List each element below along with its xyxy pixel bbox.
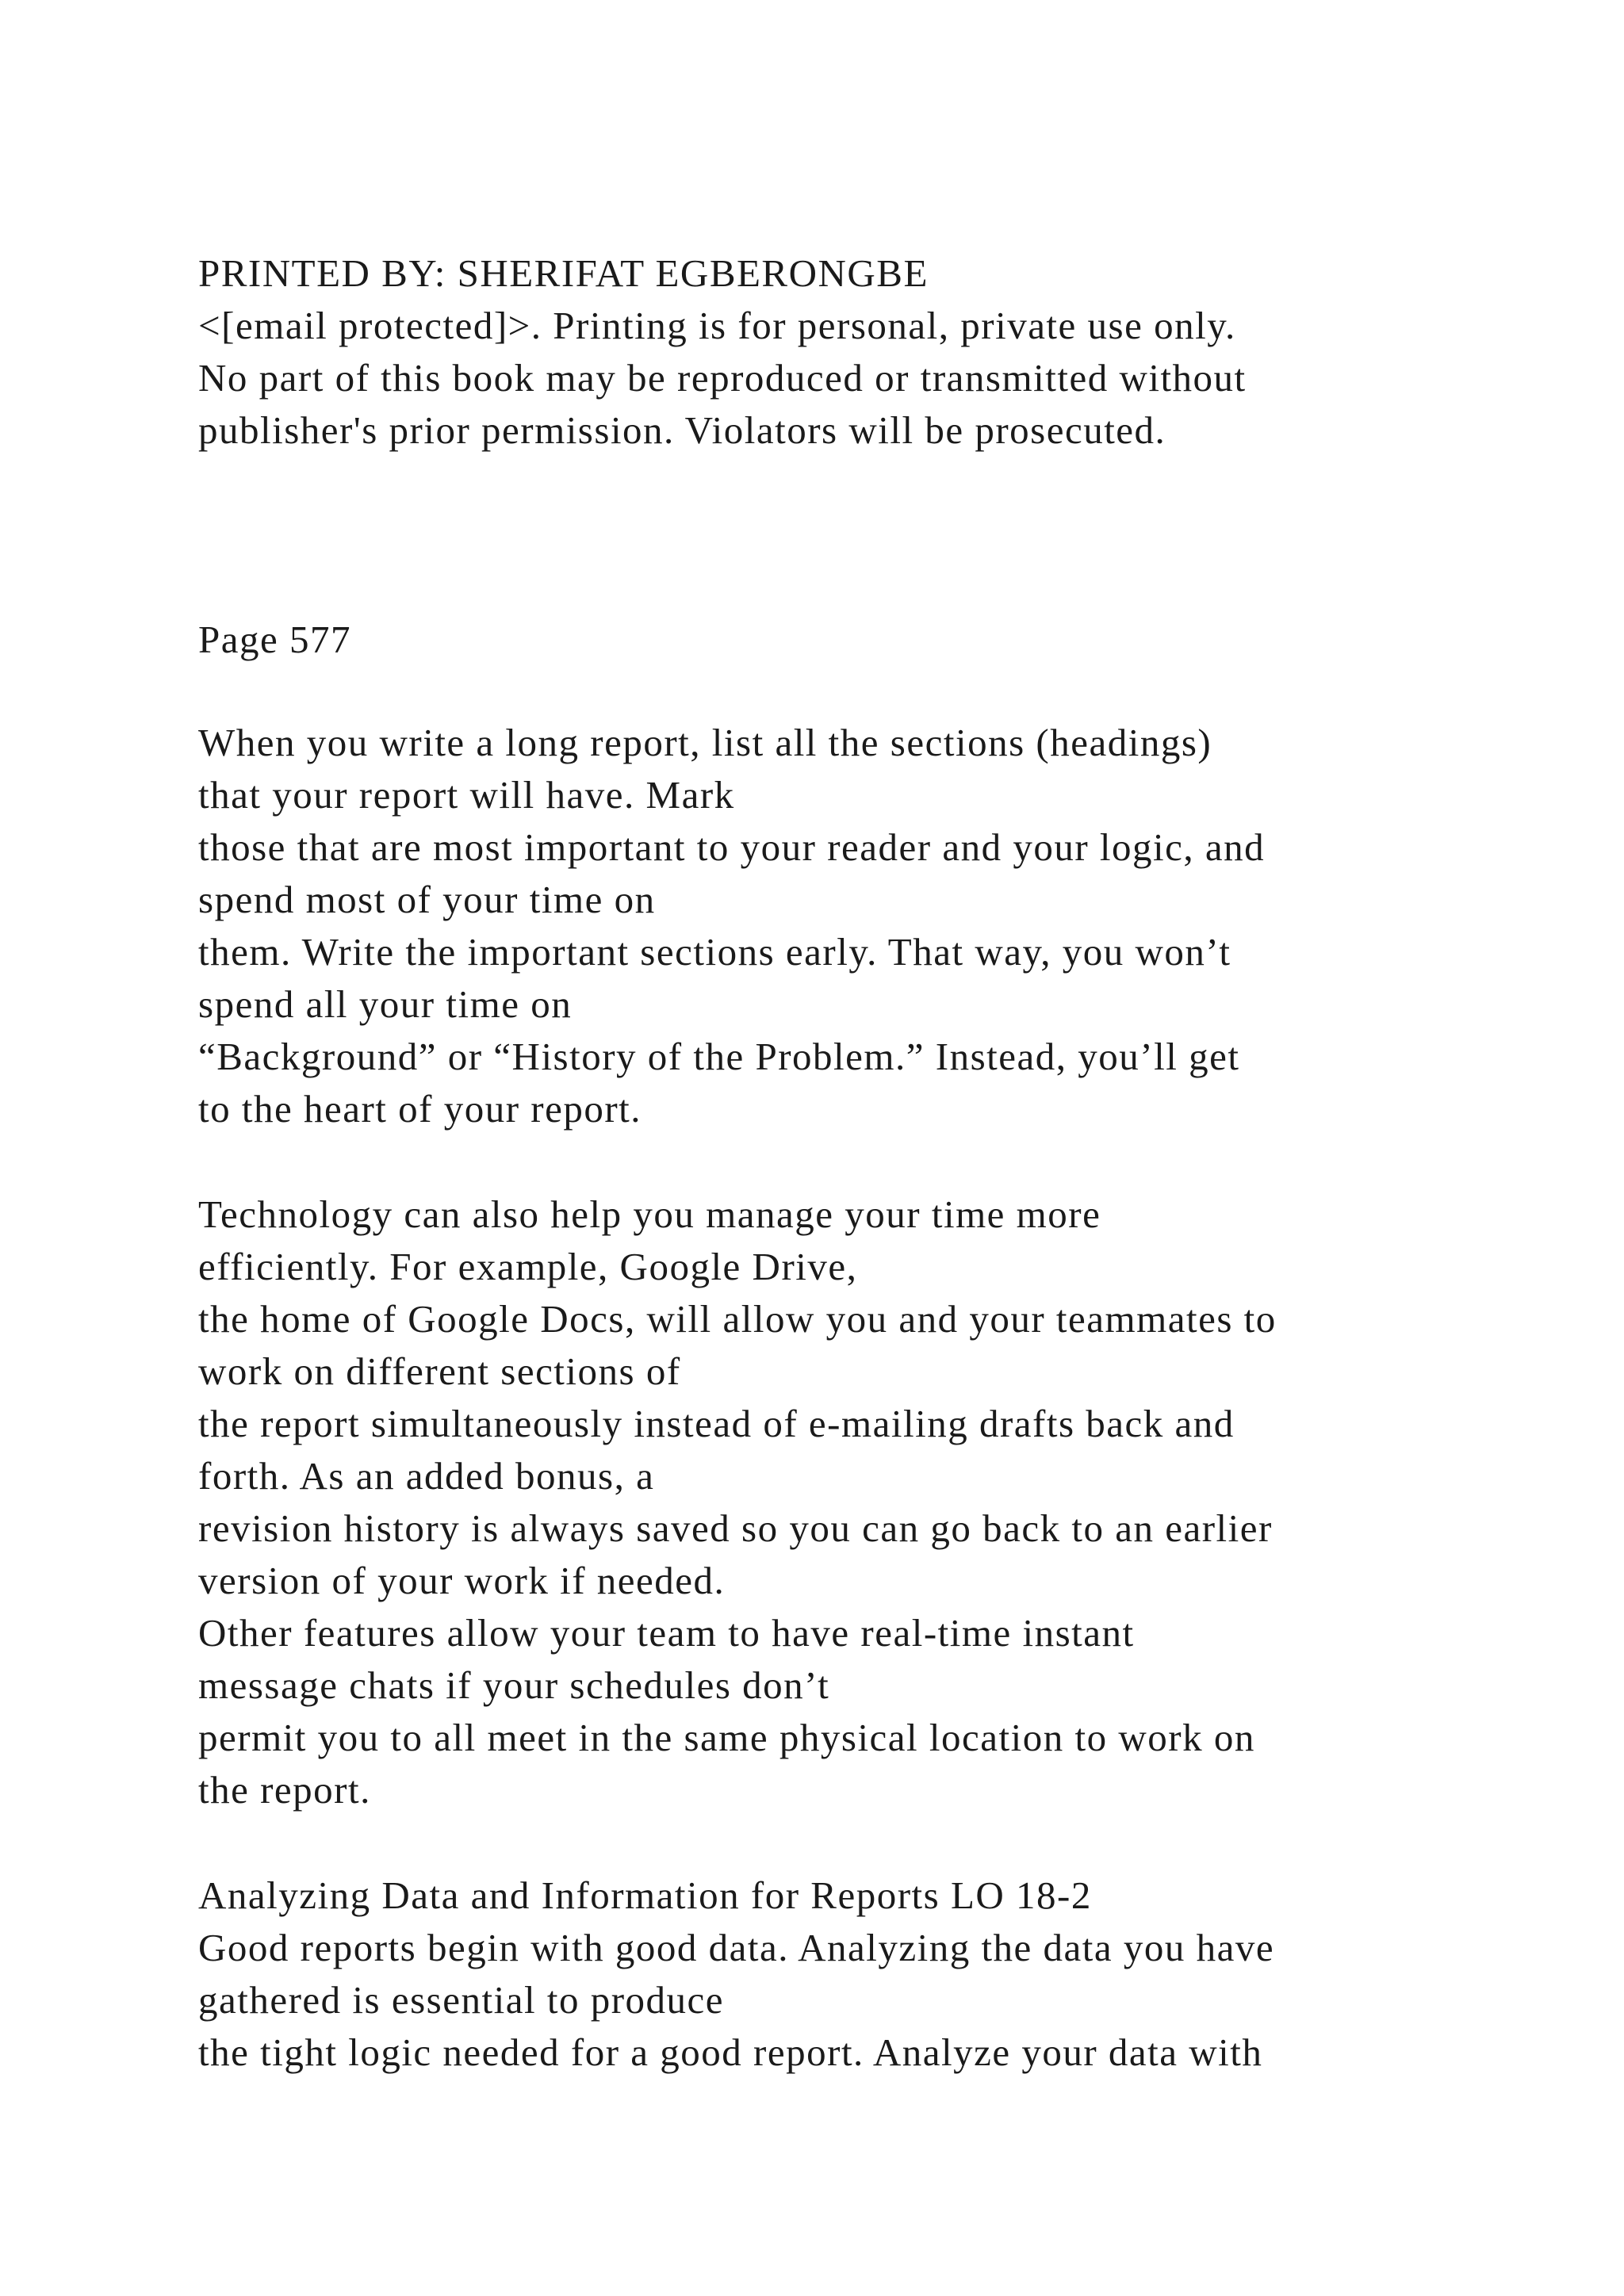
paragraph-line: “Background” or “History of the Problem.” Instead, you’ll get <box>198 1035 1240 1078</box>
paragraph-line: efficiently. For example, Google Drive, <box>198 1245 858 1288</box>
paragraph-line: work on different sections of <box>198 1349 681 1393</box>
paragraph-line: those that are most important to your reader and your logic, and <box>198 825 1266 869</box>
section-analyzing-data <box>198 1869 1546 2079</box>
paragraph-line: revision history is always saved so you can go back to an earlier <box>198 1506 1273 1550</box>
print-notice-line: <[email protected]>. Printing is for personal, private use only. <box>198 304 1236 347</box>
print-notice-line: publisher's prior permission. Violators will be prosecuted. <box>198 408 1166 452</box>
paragraph-line: them. Write the important sections early. That way, you won’t <box>198 930 1231 974</box>
paragraph-line: gathered is essential to produce <box>198 1978 725 2022</box>
paragraph-technology <box>198 1188 1546 1816</box>
paragraph-line: that your report will have. Mark <box>198 773 735 817</box>
paragraph-line: version of your work if needed. <box>198 1559 726 1602</box>
paragraph-line: spend most of your time on <box>198 878 656 921</box>
paragraph-line: spend all your time on <box>198 982 573 1026</box>
section-heading: Analyzing Data and Information for Reports LO 18-2 <box>198 1873 1092 1917</box>
paragraph-line: to the heart of your report. <box>198 1087 642 1131</box>
paragraph-line: the report. <box>198 1768 371 1812</box>
paragraph-line: the home of Google Docs, will allow you and your teammates to <box>198 1297 1277 1341</box>
paragraph-line: the report simultaneously instead of e-mailing drafts back and <box>198 1402 1235 1445</box>
paragraph-line: permit you to all meet in the same physical location to work on <box>198 1716 1255 1759</box>
print-notice <box>198 247 1546 457</box>
paragraph-line: forth. As an added bonus, a <box>198 1454 655 1498</box>
paragraph-long-report <box>198 717 1546 1135</box>
paragraph-line: When you write a long report, list all the sections (headings) <box>198 721 1212 764</box>
paragraph-line: message chats if your schedules don’t <box>198 1663 830 1707</box>
paragraph-line: the tight logic needed for a good report. Analyze your data with <box>198 2030 1263 2074</box>
page-number-container <box>198 614 1546 666</box>
paragraph-line: Good reports begin with good data. Analyzing the data you have <box>198 1926 1275 1969</box>
print-notice-line: PRINTED BY: SHERIFAT EGBERONGBE <box>198 251 929 295</box>
print-notice-line: No part of this book may be reproduced or transmitted without <box>198 356 1247 400</box>
paragraph-line: Technology can also help you manage your time more <box>198 1192 1101 1236</box>
page-number: Page 577 <box>198 618 351 661</box>
paragraph-line: Other features allow your team to have real-time instant <box>198 1611 1135 1655</box>
